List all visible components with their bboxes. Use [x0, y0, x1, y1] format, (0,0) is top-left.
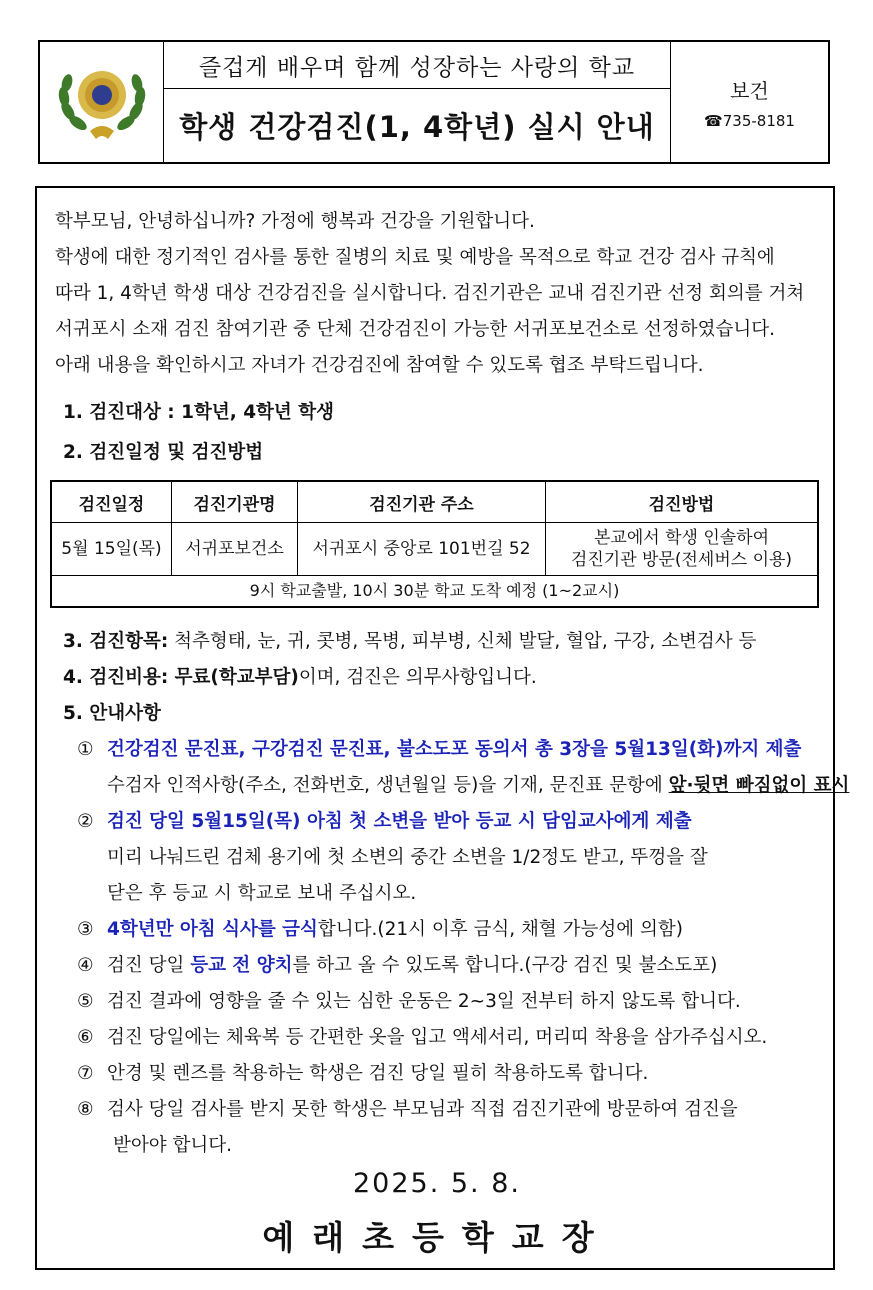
exam-method	[546, 523, 819, 576]
method-line-2: 검진기관 방문(전세버스 이용)	[570, 550, 793, 570]
page-title: 학생 건강검진(1, 4학년) 실시 안내	[179, 110, 655, 144]
schedule-note: 9시 학교출발, 10시 30분 학교 도착 예정 (1~2교시)	[51, 576, 818, 608]
intro-line-4: 서귀포시 소재 검진 참여기관 중 단체 건강검진이 가능한 서귀포보건소로 선정하였습니다.	[55, 319, 776, 340]
intro-line-5: 아래 내용을 확인하시고 자녀가 건강검진에 참여할 수 있도록 협조 부탁드립니다.	[55, 355, 704, 376]
document-date: 2025. 5. 8.	[353, 1168, 521, 1199]
notice-2: ② 검진 당일 5월15일(목) 아침 첫 소변을 받아 등교 시 담임교사에게 제출	[77, 811, 692, 832]
notice-8-detail: 받아야 합니다.	[113, 1135, 232, 1156]
notice-3: ③ 4학년만 아침 식사를 금식합니다.(21시 이후 금식, 채혈 가능성에 의함)	[77, 919, 683, 940]
exam-org: 서귀포보건소	[172, 523, 298, 576]
department: 보건	[730, 78, 769, 103]
section-items: 3. 검진항목: 척추형태, 눈, 귀, 콧병, 목병, 피부병, 신체 발달, 혈압, 구강, 소변검사 등	[63, 631, 757, 652]
table-header: 검진기관명	[172, 481, 298, 523]
notice-8: ⑧ 검사 당일 검사를 받지 못한 학생은 부모님과 직접 검진기관에 방문하여 검진을	[77, 1099, 738, 1120]
school-emblem-icon	[54, 61, 150, 143]
method-line-1: 본교에서 학생 인솔하여	[593, 528, 770, 548]
notice-1-detail: 수검자 인적사항(주소, 전화번호, 생년월일 등)을 기재, 문진표 문항에 앞·뒷면 빠짐없이 표시	[107, 775, 850, 796]
table-header: 검진일정	[51, 481, 172, 523]
notice-body	[35, 186, 850, 1270]
exam-address: 서귀포시 중앙로 101번길 52	[298, 523, 546, 576]
intro-line-1: 학부모님, 안녕하십니까? 가정에 행복과 건강을 기원합니다.	[55, 211, 535, 232]
exam-date: 5월 15일(목)	[51, 523, 172, 576]
schedule-table	[50, 480, 819, 608]
notice-7: ⑦ 안경 및 렌즈를 착용하는 학생은 검진 당일 필히 착용하도록 합니다.	[77, 1063, 649, 1084]
principal-signature: 예래초등학교장	[262, 1218, 612, 1257]
school-motto: 즐겁게 배우며 함께 성장하는 사랑의 학교	[164, 42, 670, 89]
school-emblem	[40, 42, 164, 162]
notice-5: ⑤ 검진 결과에 영향을 줄 수 있는 심한 운동은 2~3일 전부터 하지 않도록 합니다.	[77, 991, 741, 1012]
table-header: 검진방법	[546, 481, 819, 523]
notice-2-detail-1: 미리 나눠드린 검체 용기에 첫 소변의 중간 소변을 1/2정도 받고, 뚜껑을 잘	[107, 847, 708, 868]
notice-6: ⑥ 검진 당일에는 체육복 등 간편한 옷을 입고 액세서리, 머리띠 착용을 삼가주십시오.	[77, 1027, 768, 1048]
section-notices: 5. 안내사항	[63, 703, 161, 724]
section-schedule: 2. 검진일정 및 검진방법	[63, 442, 264, 463]
notice-4: ④ 검진 당일 등교 전 양치를 하고 올 수 있도록 합니다.(구강 검진 및 불소도포)	[77, 955, 718, 976]
section-target: 1. 검진대상 : 1학년, 4학년 학생	[63, 402, 334, 423]
notice-1: ① 건강검진 문진표, 구강검진 문진표, 불소도포 동의서 총 3장을 5월13일(화)까지 제출	[77, 739, 802, 760]
document-header	[38, 40, 830, 164]
intro-line-3: 따라 1, 4학년 학생 대상 건강검진을 실시합니다. 검진기관은 교내 검진기관 선정 회의를 거쳐	[55, 283, 805, 304]
intro-line-2: 학생에 대한 정기적인 검사를 통한 질병의 치료 및 예방을 목적으로 학교 건강 검사 규칙에	[55, 247, 775, 268]
notice-2-detail-2: 닫은 후 등교 시 학교로 보내 주십시오.	[107, 883, 417, 904]
phone-number: ☎735-8181	[704, 111, 795, 130]
table-header: 검진기관 주소	[298, 481, 546, 523]
section-cost: 4. 검진비용: 무료(학교부담)이며, 검진은 의무사항입니다.	[63, 667, 537, 688]
